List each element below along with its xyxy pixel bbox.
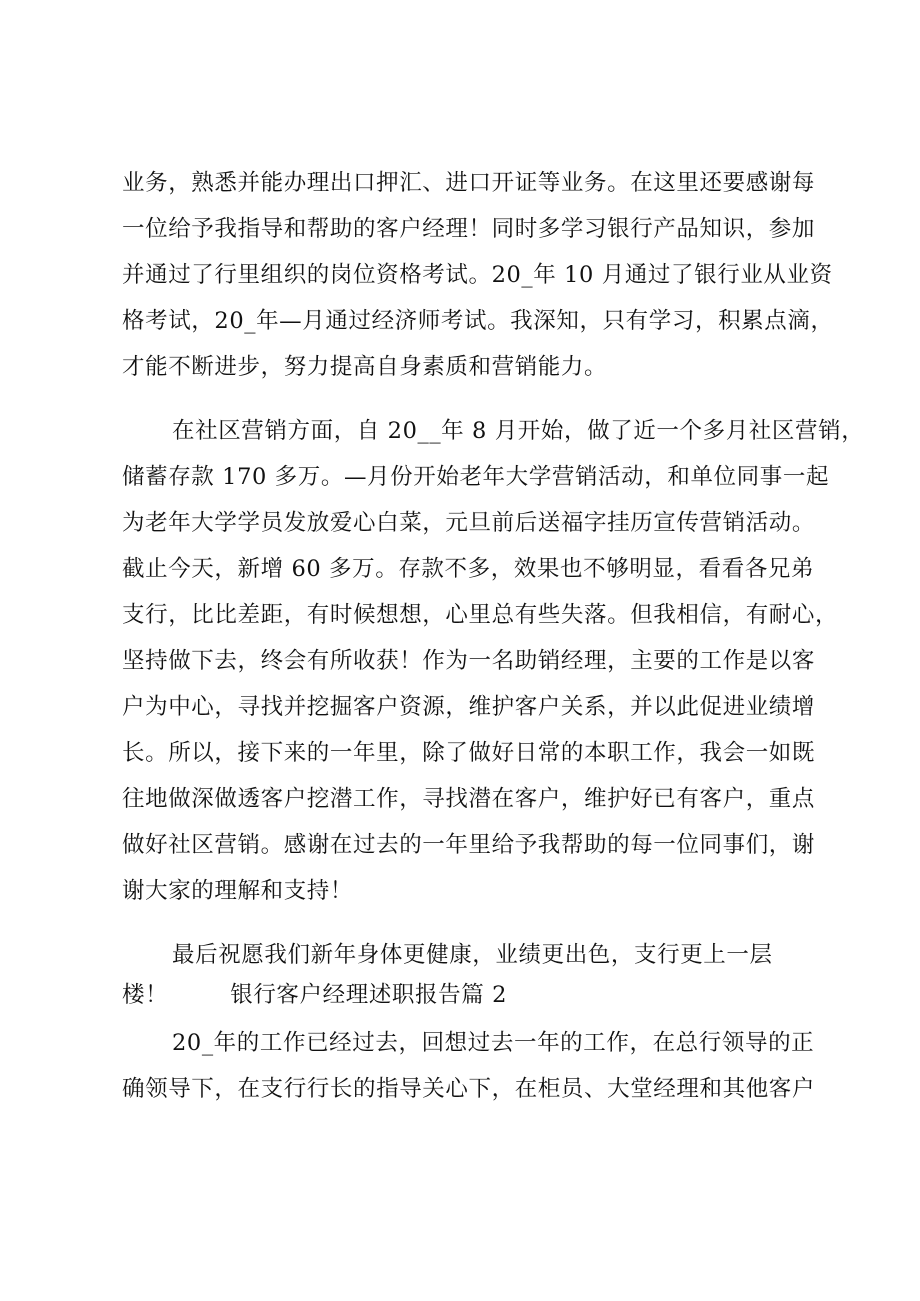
text-line: 业务，熟悉并能办理出口押汇、进口开证等业务。在这里还要感谢每	[122, 170, 816, 196]
text-line: 为老年大学学员发放爱心白菜，元旦前后送福字挂历宣传营销活动。	[122, 510, 816, 536]
text-line: 一位给予我指导和帮助的客户经理！同时多学习银行产品知识，参加	[122, 216, 816, 242]
text-line: 做好社区营销。感谢在过去的一年里给予我帮助的每一位同事们，谢	[122, 832, 816, 858]
text-line: 支行，比比差距，有时候想想，心里总有些失落。但我相信，有耐心，	[122, 602, 839, 628]
text-line: 往地做深做透客户挖潜工作，寻找潜在客户，维护好已有客户，重点	[122, 786, 816, 812]
paragraph-first-line: 在社区营销方面，自 20__年 8 月开始，做了近一个多月社区营销，	[172, 418, 865, 444]
text-line: 并通过了行里组织的岗位资格考试。20_年 10 月通过了银行业从业资	[122, 262, 833, 288]
text-line: 谢大家的理解和支持！	[122, 878, 354, 904]
text-line: 截止今天，新增 60 多万。存款不多，效果也不够明显，看看各兄弟	[122, 556, 815, 582]
paragraph-first-line: 20_年的工作已经过去，回想过去一年的工作，在总行领导的正	[172, 1030, 815, 1056]
text-line: 确领导下，在支行行长的指导关心下，在柜员、大堂经理和其他客户	[122, 1076, 816, 1102]
text-line: 储蓄存款 170 多万。—月份开始老年大学营销活动，和单位同事一起	[122, 464, 830, 490]
text-line: 坚持做下去，终会有所收获！作为一名助销经理，主要的工作是以客	[122, 648, 816, 674]
paragraph-first-line: 最后祝愿我们新年身体更健康，业绩更出色，支行更上一层	[172, 942, 773, 968]
text-line: 长。所以，接下来的一年里，除了做好日常的本职工作，我会一如既	[122, 740, 816, 766]
text-line: 才能不断进步，努力提高自身素质和营销能力。	[122, 354, 608, 380]
section-heading-line: 楼！ 银行客户经理述职报告篇 2	[122, 982, 507, 1008]
text-line: 户为中心，寻找并挖掘客户资源，维护客户关系，并以此促进业绩增	[122, 694, 816, 720]
text-line: 格考试，20_年—月通过经济师考试。我深知，只有学习，积累点滴，	[122, 308, 834, 334]
